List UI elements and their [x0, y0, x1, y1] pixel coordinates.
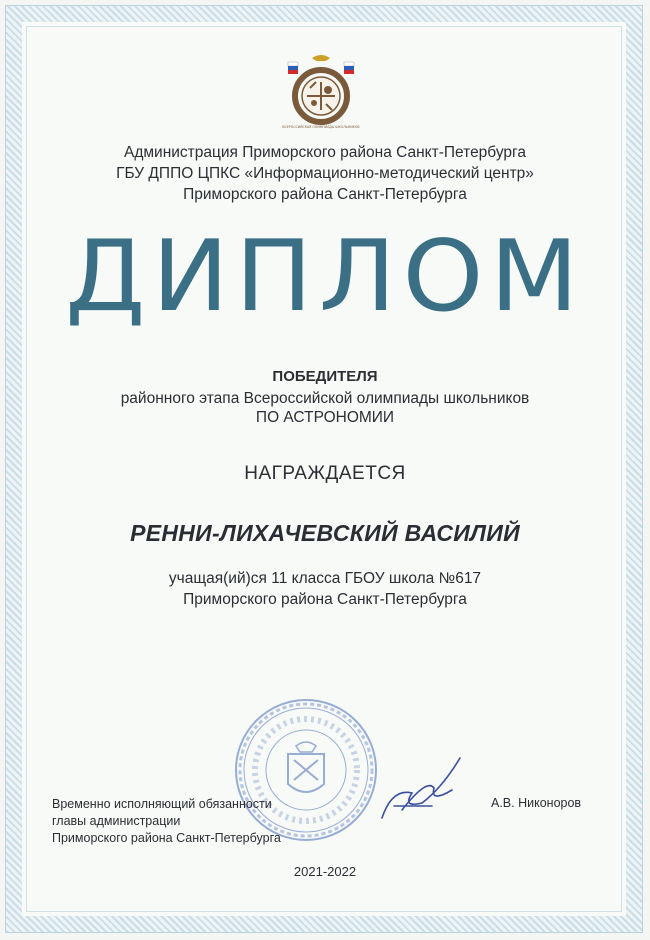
awarded-label: НАГРАЖДАЕТСЯ	[244, 463, 406, 484]
signer-name: А.В. Никоноров	[491, 796, 582, 810]
school-line-1: учащая(ий)ся 11 класса ГБОУ школа №617	[168, 570, 482, 587]
academic-year: 2021-2022	[293, 864, 357, 879]
official-line-1: Временно исполняющий обязанности	[52, 797, 272, 811]
issuer-line-3: Приморского района Санкт-Петербурга	[183, 186, 467, 203]
official-line-2: главы администрации	[52, 814, 181, 828]
award-description	[0, 389, 650, 427]
official-title	[52, 796, 281, 847]
issuer-line-1: Администрация Приморского района Санкт-Петербурга	[124, 144, 526, 161]
award-label: ПОБЕДИТЕЛЯ	[272, 368, 378, 385]
school-info	[0, 568, 650, 610]
award-line-1: районного этапа Всероссийской олимпиады школьников	[120, 390, 530, 407]
award-line-2: ПО АСТРОНОМИИ	[255, 409, 395, 426]
school-line-2: Приморского района Санкт-Петербурга	[183, 591, 467, 608]
diploma-title: ДИПЛОМ	[65, 220, 585, 334]
olympiad-logo	[282, 52, 372, 132]
signature-icon	[372, 748, 472, 828]
official-line-3: Приморского района Санкт-Петербурга	[52, 831, 281, 845]
issuer-line-2: ГБУ ДППО ЦПКС «Информационно-методический центр»	[116, 165, 534, 182]
logo-ring-text: ВСЕРОССИЙСКАЯ ОЛИМПИАДА ШКОЛЬНИКОВ	[282, 125, 360, 129]
issuer-header	[0, 142, 650, 205]
recipient-name: РЕННИ-ЛИХАЧЕВСКИЙ ВАСИЛИЙ	[130, 520, 520, 546]
